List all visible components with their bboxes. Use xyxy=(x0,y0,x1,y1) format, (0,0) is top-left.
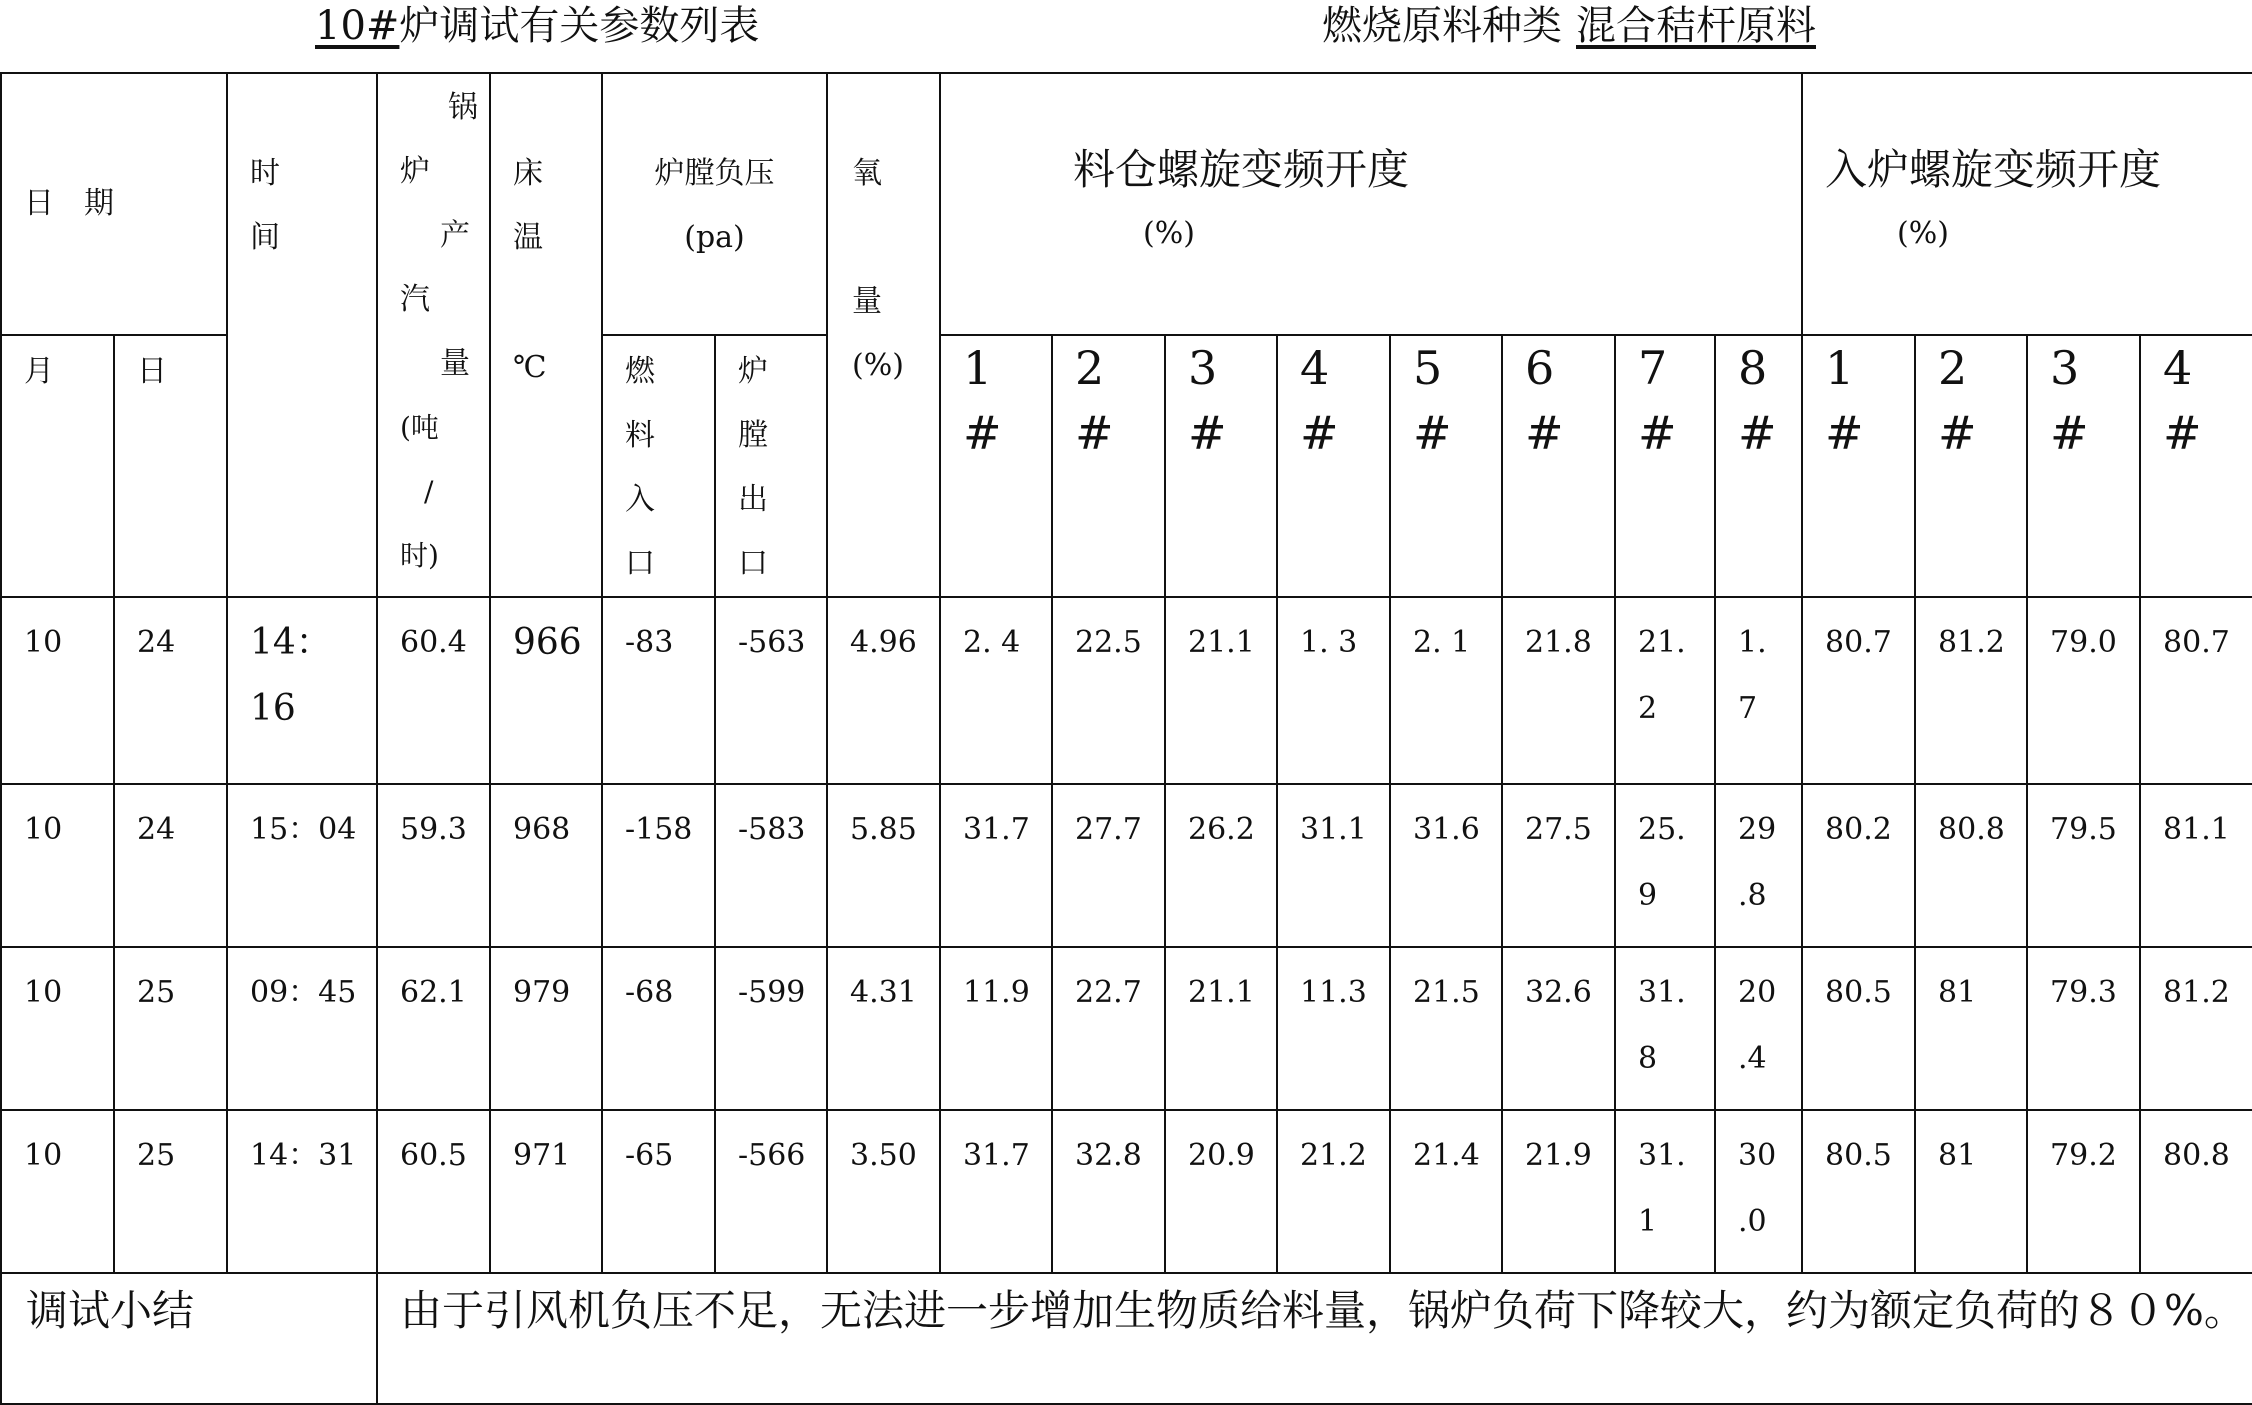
feed-screw-cell: 80.7 xyxy=(2140,597,2252,784)
parameter-table xyxy=(0,72,2252,1405)
oxygen-cell: 3.50 xyxy=(827,1110,940,1273)
furnace-outlet-pressure-cell: -599 xyxy=(715,947,827,1110)
bin-screw-cell: 26.2 xyxy=(1165,784,1277,947)
feed-screw-cell: 81.1 xyxy=(2140,784,2252,947)
furnace-outlet-pressure-cell: -583 xyxy=(715,784,827,947)
table-row xyxy=(1,784,2252,947)
steam-cell: 59.3 xyxy=(377,784,490,947)
feed-screw-cell: 79.2 xyxy=(2027,1110,2140,1273)
bin-col-5: 5 # xyxy=(1390,335,1502,597)
bin-screw-cell: 2. 4 xyxy=(940,597,1052,784)
feed-screw-cell: 80.5 xyxy=(1802,947,1915,1110)
bin-screw-header: 料仓螺旋变频开度 (%) xyxy=(940,73,1802,335)
bin-col-6: 6 # xyxy=(1502,335,1615,597)
bin-screw-cell: 25. 9 xyxy=(1615,784,1715,947)
summary-text: 由于引风机负压不足，无法进一步增加生物质给料量，锅炉负荷下降较大，约为额定负荷的８０%。 xyxy=(377,1273,2252,1404)
bin-col-3: 3 # xyxy=(1165,335,1277,597)
furnace-outlet-pressure-cell: -563 xyxy=(715,597,827,784)
feed-col-4: 4 # xyxy=(2140,335,2252,597)
oxygen-cell: 4.31 xyxy=(827,947,940,1110)
month-cell: 10 xyxy=(1,597,114,784)
table-row xyxy=(1,597,2252,784)
bin-screw-cell: 11.3 xyxy=(1277,947,1390,1110)
feed-col-2: 2 # xyxy=(1915,335,2027,597)
bin-screw-cell: 22.5 xyxy=(1052,597,1165,784)
bin-screw-cell: 31.7 xyxy=(940,1110,1052,1273)
bin-screw-cell: 1. 3 xyxy=(1277,597,1390,784)
boiler-number: 10# xyxy=(315,3,400,49)
bin-screw-cell: 21.8 xyxy=(1502,597,1615,784)
table-row xyxy=(1,947,2252,1110)
feed-screw-cell: 81 xyxy=(1915,947,2027,1110)
steam-cell: 60.5 xyxy=(377,1110,490,1273)
fuel-inlet-pressure-cell: -65 xyxy=(602,1110,715,1273)
bin-screw-cell: 21.1 xyxy=(1165,947,1277,1110)
bin-screw-cell: 21.5 xyxy=(1390,947,1502,1110)
bin-screw-cell: 31.6 xyxy=(1390,784,1502,947)
bin-col-7: 7 # xyxy=(1615,335,1715,597)
bin-screw-cell: 31. 8 xyxy=(1615,947,1715,1110)
time-header: 时 间 xyxy=(227,73,377,597)
bin-col-8: 8 # xyxy=(1715,335,1802,597)
bed-temp-header: 床 温 ℃ xyxy=(490,73,602,597)
furnace-pressure-header: 炉膛负压 (pa) xyxy=(602,73,827,335)
feed-screw-cell: 80.2 xyxy=(1802,784,1915,947)
bin-screw-cell: 21.2 xyxy=(1277,1110,1390,1273)
month-header: 月 xyxy=(1,335,114,597)
bed-temp-cell: 966 xyxy=(490,597,602,784)
bin-screw-cell: 31.7 xyxy=(940,784,1052,947)
furnace-outlet-header: 炉 膛 出 口 xyxy=(715,335,827,597)
bin-screw-cell: 30 .0 xyxy=(1715,1110,1802,1273)
bin-col-1: 1 # xyxy=(940,335,1052,597)
bed-temp-cell: 968 xyxy=(490,784,602,947)
material-label: 燃烧原料种类 xyxy=(1322,3,1562,49)
date-header: 日 期 xyxy=(1,73,227,335)
day-cell: 25 xyxy=(114,1110,227,1273)
bed-temp-cell: 979 xyxy=(490,947,602,1110)
day-cell: 24 xyxy=(114,597,227,784)
steam-cell: 60.4 xyxy=(377,597,490,784)
feed-screw-cell: 79.3 xyxy=(2027,947,2140,1110)
title-text: 炉调试有关参数列表 xyxy=(399,3,760,49)
time-cell: 09：45 xyxy=(227,947,377,1110)
bin-screw-cell: 32.6 xyxy=(1502,947,1615,1110)
furnace-outlet-pressure-cell: -566 xyxy=(715,1110,827,1273)
steam-header: 锅 炉 产 汽 量 (吨 / 时) xyxy=(377,73,490,597)
feed-screw-cell: 79.5 xyxy=(2027,784,2140,947)
bed-temp-cell: 971 xyxy=(490,1110,602,1273)
material-info xyxy=(1322,0,1816,60)
feed-screw-header: 入炉螺旋变频开度 (%) xyxy=(1802,73,2252,335)
bin-col-4: 4 # xyxy=(1277,335,1390,597)
bin-screw-cell: 21.9 xyxy=(1502,1110,1615,1273)
material-value: 混合秸杆原料 xyxy=(1576,3,1816,49)
day-header: 日 xyxy=(114,335,227,597)
bin-screw-cell: 29 .8 xyxy=(1715,784,1802,947)
bin-screw-cell: 31. 1 xyxy=(1615,1110,1715,1273)
day-cell: 24 xyxy=(114,784,227,947)
feed-screw-cell: 81 xyxy=(1915,1110,2027,1273)
month-cell: 10 xyxy=(1,1110,114,1273)
steam-cell: 62.1 xyxy=(377,947,490,1110)
feed-col-1: 1 # xyxy=(1802,335,1915,597)
table-row xyxy=(1,1110,2252,1273)
bin-screw-cell: 2. 1 xyxy=(1390,597,1502,784)
feed-col-3: 3 # xyxy=(2027,335,2140,597)
time-cell: 15：04 xyxy=(227,784,377,947)
time-cell: 14：31 xyxy=(227,1110,377,1273)
month-cell: 10 xyxy=(1,947,114,1110)
fuel-inlet-pressure-cell: -83 xyxy=(602,597,715,784)
time-cell: 14：16 xyxy=(227,597,377,784)
bin-screw-cell: 27.5 xyxy=(1502,784,1615,947)
feed-screw-cell: 80.8 xyxy=(1915,784,2027,947)
feed-screw-cell: 81.2 xyxy=(1915,597,2027,784)
bin-screw-cell: 32.8 xyxy=(1052,1110,1165,1273)
bin-col-2: 2 # xyxy=(1052,335,1165,597)
bin-screw-cell: 21.1 xyxy=(1165,597,1277,784)
summary-label: 调试小结 xyxy=(1,1273,377,1404)
feed-screw-cell: 80.8 xyxy=(2140,1110,2252,1273)
bin-screw-cell: 21.4 xyxy=(1390,1110,1502,1273)
feed-screw-cell: 81.2 xyxy=(2140,947,2252,1110)
bin-screw-cell: 20.9 xyxy=(1165,1110,1277,1273)
fuel-inlet-header: 燃 料 入 口 xyxy=(602,335,715,597)
fuel-inlet-pressure-cell: -68 xyxy=(602,947,715,1110)
page-title xyxy=(315,0,759,60)
oxygen-cell: 5.85 xyxy=(827,784,940,947)
oxygen-cell: 4.96 xyxy=(827,597,940,784)
fuel-inlet-pressure-cell: -158 xyxy=(602,784,715,947)
feed-screw-cell: 80.7 xyxy=(1802,597,1915,784)
feed-screw-cell: 79.0 xyxy=(2027,597,2140,784)
oxygen-header: 氧 量 (%) xyxy=(827,73,940,597)
bin-screw-cell: 1. 7 xyxy=(1715,597,1802,784)
bin-screw-cell: 31.1 xyxy=(1277,784,1390,947)
feed-screw-cell: 80.5 xyxy=(1802,1110,1915,1273)
day-cell: 25 xyxy=(114,947,227,1110)
bin-screw-cell: 20 .4 xyxy=(1715,947,1802,1110)
bin-screw-cell: 21. 2 xyxy=(1615,597,1715,784)
month-cell: 10 xyxy=(1,784,114,947)
bin-screw-cell: 11.9 xyxy=(940,947,1052,1110)
bin-screw-cell: 22.7 xyxy=(1052,947,1165,1110)
bin-screw-cell: 27.7 xyxy=(1052,784,1165,947)
